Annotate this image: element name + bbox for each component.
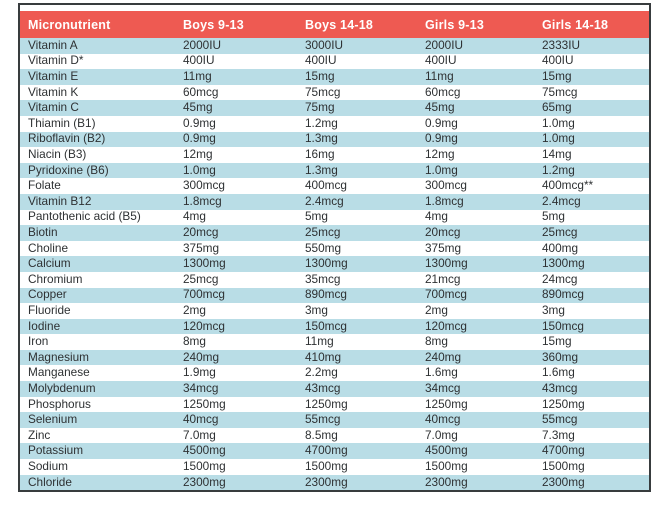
value-cell: 24mcg (542, 271, 578, 286)
row-label-cell: Thiamin (B1) (28, 115, 96, 130)
value-cell: 75mcg (305, 84, 341, 99)
value-cell: 400IU (542, 53, 574, 68)
value-cell: 550mg (305, 240, 342, 255)
micronutrient-table-frame (18, 3, 651, 492)
value-cell: 0.9mg (183, 115, 216, 130)
row-label-cell: Vitamin K (28, 84, 79, 99)
value-cell: 25mcg (542, 225, 578, 240)
value-cell: 7.3mg (542, 427, 575, 442)
value-cell: 34mcg (183, 381, 219, 395)
value-cell: 1.8mcg (425, 193, 464, 208)
value-cell: 1.3mg (305, 162, 338, 177)
row-label-cell: Riboflavin (B2) (28, 131, 106, 146)
value-cell: 5mg (305, 209, 328, 224)
value-cell: 14mg (542, 147, 572, 162)
table-row (20, 178, 649, 194)
row-label-cell: Phosphorus (28, 396, 91, 411)
value-cell: 40mcg (425, 412, 461, 427)
row-label-cell: Fluoride (28, 303, 71, 317)
value-cell: 300mcg (425, 178, 467, 193)
table-row (20, 38, 649, 54)
value-cell: 2000IU (183, 38, 222, 52)
value-cell: 240mg (183, 349, 220, 364)
table-body (20, 38, 649, 490)
value-cell: 1300mg (425, 256, 468, 271)
value-cell: 8.5mg (305, 427, 338, 442)
table-header-row (20, 11, 649, 38)
value-cell: 11mg (305, 334, 334, 349)
value-cell: 0.9mg (183, 131, 216, 146)
value-cell: 700mcg (425, 287, 467, 302)
value-cell: 300mcg (183, 178, 225, 193)
value-cell: 11mg (183, 69, 212, 84)
value-cell: 360mg (542, 349, 579, 364)
value-cell: 1250mg (425, 396, 468, 411)
value-cell: 1.2mg (305, 115, 338, 130)
row-label-cell: Calcium (28, 256, 71, 271)
value-cell: 7.0mg (425, 427, 458, 442)
value-cell: 1300mg (305, 256, 348, 271)
value-cell: 7.0mg (183, 427, 216, 442)
table-row (20, 459, 649, 475)
value-cell: 0.9mg (425, 131, 458, 146)
value-cell: 15mg (542, 334, 572, 349)
value-cell: 1250mg (183, 396, 226, 411)
table-row (20, 132, 649, 148)
value-cell: 3mg (305, 303, 328, 317)
value-cell: 25mcg (305, 225, 341, 240)
value-cell: 400IU (425, 53, 457, 68)
row-label-cell: Vitamin C (28, 100, 79, 115)
value-cell: 2.4mcg (305, 193, 344, 208)
value-cell: 4700mg (542, 443, 585, 458)
value-cell: 1.0mg (542, 115, 575, 130)
value-cell: 60mcg (183, 84, 219, 99)
value-cell: 40mcg (183, 412, 219, 427)
row-label-cell: Pantothenic acid (B5) (28, 209, 141, 224)
table-row (20, 428, 649, 444)
row-label-cell: Molybdenum (28, 381, 96, 395)
value-cell: 1.3mg (305, 131, 338, 146)
value-cell: 0.9mg (425, 115, 458, 130)
value-cell: 1.2mg (542, 162, 575, 177)
value-cell: 375mg (183, 240, 220, 255)
table-row (20, 475, 649, 491)
table-row (20, 303, 649, 319)
value-cell: 2300mg (542, 474, 585, 489)
value-cell: 11mg (425, 69, 454, 84)
value-cell: 1500mg (542, 459, 585, 473)
row-label-cell: Biotin (28, 225, 58, 240)
value-cell: 2300mg (305, 474, 348, 489)
value-cell: 4500mg (425, 443, 468, 458)
row-label-cell: Vitamin B12 (28, 193, 92, 208)
table-row (20, 288, 649, 304)
row-label-cell: Vitamin E (28, 69, 79, 84)
table-row (20, 256, 649, 272)
value-cell: 15mg (542, 69, 572, 84)
value-cell: 43mcg (305, 381, 341, 395)
table-row (20, 365, 649, 381)
table-row (20, 69, 649, 85)
value-cell: 55mcg (305, 412, 341, 427)
row-label-cell: Pyridoxine (B6) (28, 162, 109, 177)
column-header: Boys 9-13 (173, 11, 295, 38)
row-label-cell: Selenium (28, 412, 78, 427)
value-cell: 120mcg (425, 318, 467, 333)
value-cell: 75mg (305, 100, 335, 115)
value-cell: 2mg (425, 303, 448, 317)
value-cell: 55mcg (542, 412, 578, 427)
table-row (20, 194, 649, 210)
row-label-cell: Iodine (28, 318, 61, 333)
row-label-cell: Zinc (28, 427, 51, 442)
value-cell: 1500mg (305, 459, 348, 473)
value-cell: 2300mg (183, 474, 226, 489)
row-label-cell: Vitamin A (28, 38, 78, 52)
table-row (20, 147, 649, 163)
value-cell: 1.0mg (542, 131, 575, 146)
column-header: Girls 9-13 (415, 11, 532, 38)
value-cell: 2.4mcg (542, 193, 581, 208)
value-cell: 400IU (183, 53, 215, 68)
table-row (20, 319, 649, 335)
row-label-cell: Manganese (28, 365, 90, 380)
value-cell: 410mg (305, 349, 342, 364)
value-cell: 4mg (425, 209, 448, 224)
value-cell: 4700mg (305, 443, 348, 458)
value-cell: 4mg (183, 209, 206, 224)
row-label-cell: Niacin (B3) (28, 147, 87, 162)
table-row (20, 272, 649, 288)
value-cell: 60mcg (425, 84, 461, 99)
value-cell: 35mcg (305, 271, 341, 286)
table-row (20, 350, 649, 366)
table-row (20, 210, 649, 226)
row-label-cell: Iron (28, 334, 49, 349)
value-cell: 1300mg (183, 256, 226, 271)
value-cell: 1.6mg (425, 365, 458, 380)
value-cell: 45mg (425, 100, 455, 115)
column-header: Boys 14-18 (295, 11, 415, 38)
value-cell: 1250mg (305, 396, 348, 411)
value-cell: 120mcg (183, 318, 225, 333)
value-cell: 2000IU (425, 38, 464, 52)
value-cell: 20mcg (425, 225, 461, 240)
value-cell: 150mcg (542, 318, 584, 333)
value-cell: 1.0mg (183, 162, 216, 177)
table-row (20, 334, 649, 350)
value-cell: 2300mg (425, 474, 468, 489)
value-cell: 20mcg (183, 225, 219, 240)
value-cell: 1500mg (183, 459, 226, 473)
column-header: Girls 14-18 (532, 11, 649, 38)
value-cell: 1.0mg (425, 162, 458, 177)
value-cell: 65mg (542, 100, 572, 115)
table-row (20, 225, 649, 241)
row-label-cell: Chromium (28, 271, 83, 286)
row-label-cell: Folate (28, 178, 61, 193)
value-cell: 4500mg (183, 443, 226, 458)
value-cell: 16mg (305, 147, 335, 162)
value-cell: 21mcg (425, 271, 461, 286)
value-cell: 400mg (542, 240, 579, 255)
row-label-cell: Choline (28, 240, 69, 255)
value-cell: 890mcg (542, 287, 584, 302)
value-cell: 1.9mg (183, 365, 216, 380)
table-row (20, 116, 649, 132)
row-label-cell: Chloride (28, 474, 72, 489)
value-cell: 1.6mg (542, 365, 575, 380)
value-cell: 75mcg (542, 84, 578, 99)
value-cell: 45mg (183, 100, 213, 115)
value-cell: 400IU (305, 53, 337, 68)
value-cell: 150mcg (305, 318, 347, 333)
value-cell: 240mg (425, 349, 462, 364)
row-label-cell: Potassium (28, 443, 84, 458)
value-cell: 2mg (183, 303, 206, 317)
table-row (20, 54, 649, 70)
value-cell: 1.8mcg (183, 193, 222, 208)
value-cell: 375mg (425, 240, 462, 255)
table-row (20, 100, 649, 116)
value-cell: 1500mg (425, 459, 468, 473)
column-header: Micronutrient (20, 11, 173, 38)
table-row (20, 381, 649, 397)
value-cell: 2333IU (542, 38, 581, 52)
value-cell: 12mg (425, 147, 455, 162)
value-cell: 5mg (542, 209, 565, 224)
value-cell: 400mcg (305, 178, 347, 193)
value-cell: 700mcg (183, 287, 225, 302)
value-cell: 400mcg** (542, 178, 594, 193)
value-cell: 34mcg (425, 381, 461, 395)
row-label-cell: Sodium (28, 459, 68, 473)
table-row (20, 85, 649, 101)
table-row (20, 163, 649, 179)
value-cell: 1250mg (542, 396, 585, 411)
micronutrient-table (20, 11, 649, 490)
row-label-cell: Magnesium (28, 349, 89, 364)
table-row (20, 412, 649, 428)
table-row (20, 241, 649, 257)
value-cell: 25mcg (183, 271, 219, 286)
value-cell: 15mg (305, 69, 335, 84)
value-cell: 2.2mg (305, 365, 338, 380)
value-cell: 43mcg (542, 381, 578, 395)
value-cell: 3mg (542, 303, 565, 317)
value-cell: 3000IU (305, 38, 344, 52)
row-label-cell: Vitamin D* (28, 53, 84, 68)
value-cell: 8mg (425, 334, 448, 349)
table-row (20, 397, 649, 413)
table-row (20, 443, 649, 459)
value-cell: 890mcg (305, 287, 347, 302)
value-cell: 1300mg (542, 256, 585, 271)
value-cell: 8mg (183, 334, 206, 349)
value-cell: 12mg (183, 147, 213, 162)
row-label-cell: Copper (28, 287, 67, 302)
